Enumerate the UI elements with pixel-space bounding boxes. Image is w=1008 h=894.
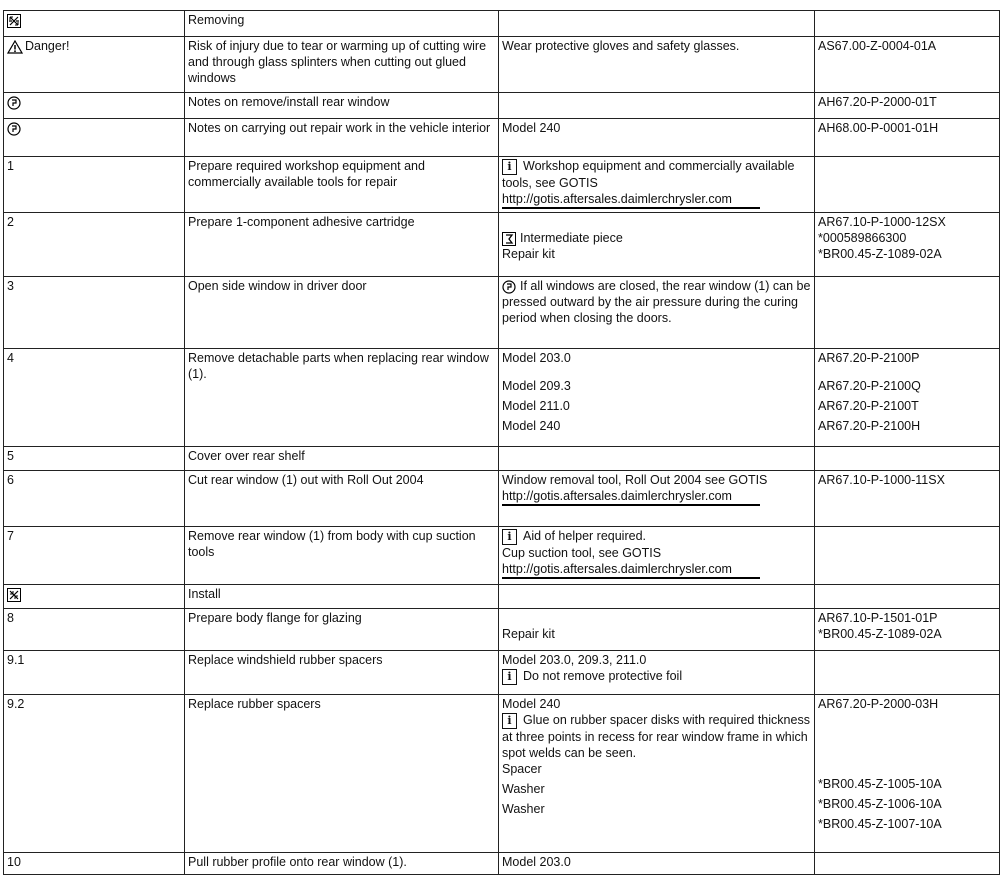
- reference-code: AR67.20-P-2100Q: [818, 379, 921, 393]
- danger-label: Danger!: [25, 39, 70, 53]
- reference-code: AR67.10-P-1000-11SX: [815, 471, 1000, 527]
- part-name: Repair kit: [502, 627, 555, 641]
- note-text: If all windows are closed, the rear window (1) can be pressed outward by the air pressure during the curing period when closing the doors.: [502, 279, 811, 325]
- info-icon: i: [502, 669, 517, 685]
- step-number: 10: [4, 853, 185, 875]
- model-text: Model 203.0: [499, 853, 815, 875]
- step-number: 9.2: [4, 695, 185, 853]
- part-number: *BR00.45-Z-1007-10A: [818, 817, 942, 831]
- table-row: [4, 37, 1000, 93]
- table-row: [4, 11, 1000, 37]
- step-text: Remove detachable parts when replacing rear window (1).: [185, 349, 499, 447]
- step-text: Notes on remove/install rear window: [185, 93, 499, 119]
- gotis-link[interactable]: http://gotis.aftersales.daimlerchrysler.com: [502, 191, 760, 209]
- step-text: Cut rear window (1) out with Roll Out 2004: [185, 471, 499, 527]
- table-row: [4, 119, 1000, 157]
- step-text: Replace windshield rubber spacers: [185, 651, 499, 695]
- reference-code: AS67.00-Z-0004-01A: [815, 37, 1000, 93]
- step-number: 3: [4, 277, 185, 349]
- table-row: [4, 93, 1000, 119]
- step-text: Removing: [185, 11, 499, 37]
- info-icon: i: [502, 159, 517, 175]
- model-text: Model 209.3: [502, 379, 571, 393]
- reference-code: AR67.10-P-1000-12SX: [818, 215, 946, 229]
- part-number: *BR00.45-Z-1006-10A: [818, 797, 942, 811]
- part-number: *BR00.45-Z-1089-02A: [818, 627, 942, 641]
- step-text: Cover over rear shelf: [185, 447, 499, 471]
- step-number: 9.1: [4, 651, 185, 695]
- part-name: Washer: [502, 781, 545, 796]
- model-text: Model 203.0: [502, 351, 571, 365]
- step-number: 4: [4, 349, 185, 447]
- step-text: Prepare 1-component adhesive cartridge: [185, 213, 499, 277]
- gotis-link[interactable]: http://gotis.aftersales.daimlerchrysler.com: [502, 488, 760, 506]
- part-name: Intermediate piece: [520, 231, 623, 245]
- reference-code: AR67.20-P-2100T: [818, 399, 919, 413]
- part-name: Washer: [502, 801, 545, 816]
- part-number: *BR00.45-Z-1089-02A: [818, 247, 942, 261]
- part-number: *000589866300: [818, 231, 907, 245]
- step-text: Notes on carrying out repair work in the vehicle interior: [185, 119, 499, 157]
- info-text: Workshop equipment and commercially available tools, see GOTIS: [502, 159, 795, 190]
- warning-icon: [7, 40, 21, 54]
- reference-code: AH68.00-P-0001-01H: [815, 119, 1000, 157]
- step-text: Risk of injury due to tear or warming up of cutting wire and through glass splinters when cutting out glued windows: [185, 37, 499, 93]
- model-text: Model 240: [499, 119, 815, 157]
- tool-text: Cup suction tool, see GOTIS: [502, 545, 662, 560]
- tool-text: Wear protective gloves and safety glasses.: [499, 37, 815, 93]
- gotis-link[interactable]: http://gotis.aftersales.daimlerchrysler.com: [502, 561, 760, 579]
- step-number: 5: [4, 447, 185, 471]
- step-text: Replace rubber spacers: [185, 695, 499, 853]
- table-row: [4, 609, 1000, 651]
- info-icon: i: [502, 529, 517, 545]
- table-row: [4, 527, 1000, 585]
- table-row: [4, 213, 1000, 277]
- note-icon: [7, 122, 21, 136]
- info-text: Do not remove protective foil: [523, 669, 683, 683]
- table-row: [4, 157, 1000, 213]
- step-number: 1: [4, 157, 185, 213]
- step-text: Open side window in driver door: [185, 277, 499, 349]
- table-row: [4, 651, 1000, 695]
- procedure-table: [3, 10, 1000, 875]
- part-name: Spacer: [502, 761, 542, 776]
- note-icon: [502, 280, 516, 294]
- model-text: Model 240: [502, 419, 561, 433]
- info-text: Glue on rubber spacer disks with required thickness at three points in recess for rear window frame in which spot welds can be seen.: [502, 713, 810, 760]
- part-name: Repair kit: [502, 247, 555, 261]
- step-number: 7: [4, 527, 185, 585]
- table-row: [4, 585, 1000, 609]
- step-text: Prepare required workshop equipment and commercially available tools for repair: [185, 157, 499, 213]
- step-number: 6: [4, 471, 185, 527]
- step-text: Install: [185, 585, 499, 609]
- reference-code: AR67.10-P-1501-01P: [818, 611, 938, 625]
- removing-icon: [7, 14, 21, 28]
- table-row: [4, 277, 1000, 349]
- model-text: Model 240: [502, 697, 561, 711]
- install-icon: [7, 588, 21, 602]
- step-text: Pull rubber profile onto rear window (1).: [185, 853, 499, 875]
- table-row: [4, 695, 1000, 853]
- reference-code: AH67.20-P-2000-01T: [815, 93, 1000, 119]
- step-text: Prepare body flange for glazing: [185, 609, 499, 651]
- info-text: Aid of helper required.: [523, 529, 646, 543]
- step-number: 8: [4, 609, 185, 651]
- tool-text: Window removal tool, Roll Out 2004 see GOTIS: [502, 473, 768, 487]
- special-tool-icon: [502, 232, 516, 246]
- table-row: [4, 447, 1000, 471]
- info-icon: i: [502, 713, 517, 729]
- reference-code: AR67.20-P-2100H: [818, 419, 921, 433]
- model-text: Model 203.0, 209.3, 211.0: [502, 653, 647, 667]
- model-text: Model 211.0: [502, 399, 570, 413]
- reference-code: AR67.20-P-2100P: [818, 351, 920, 365]
- part-number: *BR00.45-Z-1005-10A: [818, 777, 942, 791]
- reference-code: AR67.20-P-2000-03H: [818, 697, 939, 711]
- table-row: [4, 471, 1000, 527]
- table-row: [4, 349, 1000, 447]
- step-number: 2: [4, 213, 185, 277]
- note-icon: [7, 96, 21, 110]
- step-text: Remove rear window (1) from body with cup suction tools: [185, 527, 499, 585]
- table-row: [4, 853, 1000, 875]
